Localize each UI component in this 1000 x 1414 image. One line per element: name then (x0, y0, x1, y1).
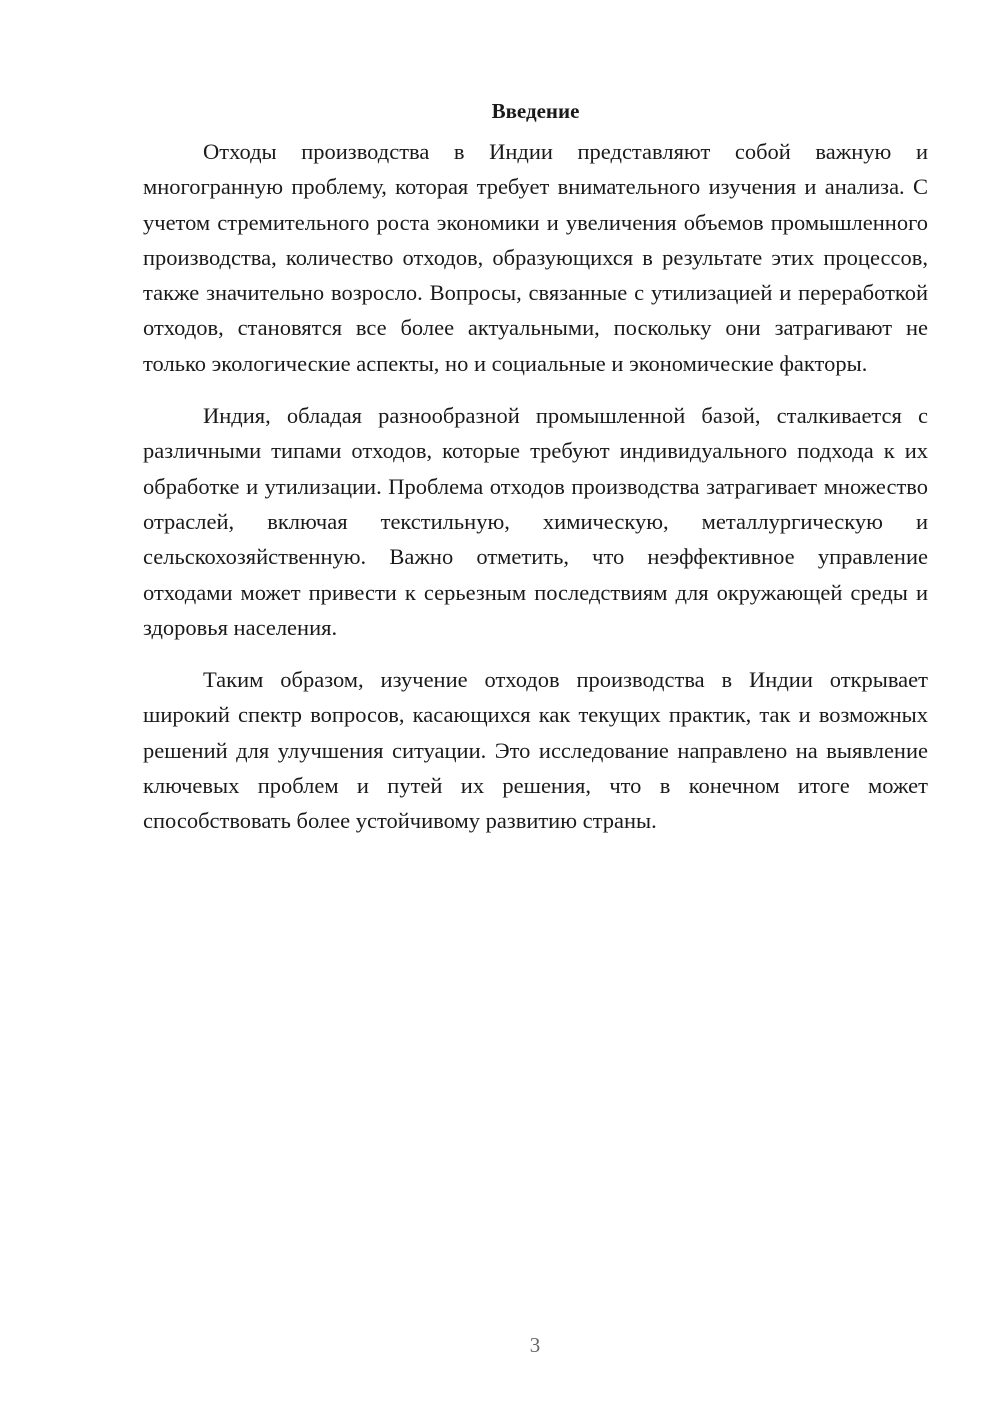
paragraph-2: Индия, обладая разнообразной промышленной базой, сталкивается с различными типами отходов, которые требуют индивидуального подхода к их обработке и утилизации. Проблема отходов производства затрагивает множество отраслей, включая текстильную, химическую, металлургическую и сельскохозяйственную. Важно отметить, что неэффективное управление отходами может привести к серьезным последствиям для окружающей среды и здоровья населения. (143, 403, 928, 640)
section-heading: Введение (491, 99, 580, 123)
page-content (143, 96, 928, 856)
paragraph-3: Таким образом, изучение отходов производства в Индии открывает широкий спектр вопросов, касающихся как текущих практик, так и возможных решений для улучшения ситуации. Это исследование направлено на выявление ключевых проблем и путей их решения, что в конечном итоге может способствовать более устойчивому развитию страны. (143, 667, 928, 834)
paragraph-1: Отходы производства в Индии представляют собой важную и многогранную проблему, которая требует внимательного изучения и анализа. С учетом стремительного роста экономики и увеличения объемов промышленного производства, количество отходов, образующихся в результате этих процессов, также значительно возросло. Вопросы, связанные с утилизацией и переработкой отходов, становятся все более актуальными, поскольку они затрагивают не только экологические аспекты, но и социальные и экономические факторы. (143, 139, 928, 376)
page-number: 3 (529, 1333, 541, 1357)
